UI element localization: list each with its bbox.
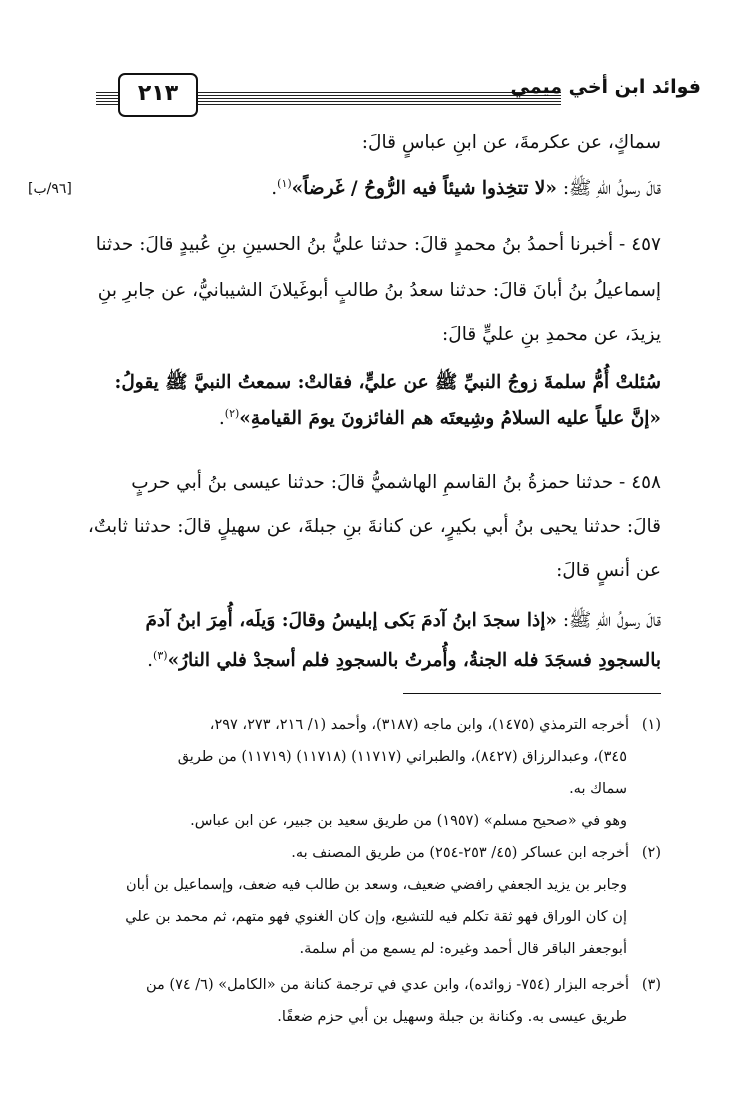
text-line: ٤٥٨ - حدثنا حمزةُ بنُ القاسمِ الهاشميُّ قالَ: حدثنا عيسى بنُ أبي حربٍ	[131, 472, 661, 493]
footnote-text: وهو في «صحيح مسلم» (١٩٥٧) من طريق سعيد بن جبير، عن ابن عباس.	[190, 813, 627, 829]
text-line: إسماعيلُ بنُ أبانَ قالَ: حدثنا سعدُ بنُ طالبٍ أبوغَيلانَ الشيبانيُّ، عن جابرِ بنِ	[97, 280, 661, 301]
footnote-text: سماك به.	[569, 781, 627, 797]
hadith-matn: «إذا سجدَ ابنُ آدمَ بَكى إبليسُ وقالَ: وَيلَه، أُمِرَ ابنُ آدمَ	[145, 610, 557, 631]
footnote-2	[291, 840, 661, 866]
hadith-matn: بالسجودِ فسجَدَ فله الجنةُ، وأُمرتُ بالسجودِ فلم أسجدْ فلي النارُ»	[167, 650, 661, 671]
text-line: عن أنسٍ قالَ:	[556, 560, 661, 581]
footnote-text: أخرجه ابن عساكر (٤٥/ ٢٥٣-٢٥٤) من طريق المصنف به.	[291, 845, 629, 861]
text-line: ٤٥٧ - أخبرنا أحمدُ بنُ محمدٍ قالَ: حدثنا عليُّ بنُ الحسينِ بنِ عُبيدٍ قالَ: حدثنا	[95, 234, 661, 255]
text-line: يزيدَ، عن محمدِ بنِ عليٍّ قالَ:	[442, 324, 661, 345]
footnote-text: أبوجعفر الباقر قال أحمد وغيره: لم يسمع من أم سلمة.	[299, 941, 627, 957]
hadith-line	[145, 606, 661, 636]
hadith-matn: «لا تتخِذوا شيئاً فيه الرُّوحُ / غَرضاً»	[291, 178, 557, 199]
running-header	[96, 70, 701, 120]
text-line: قالَ: حدثنا يحيى بنُ أبي بكيرٍ، عن كنانةَ بنِ جبلةَ، عن سهيلٍ قالَ: حدثنا ثابتٌ،	[87, 516, 661, 537]
footnote-text: ٣٤٥)، وعبدالرزاق (٨٤٢٧)، والطبراني (١١٧١٧) (١١٧١٨) (١١٧١٩) من طريق	[177, 749, 627, 765]
footnote-text: إن كان الوراق فهو ثقة تكلم فيه للتشيع، وإن كان الغنوي فهو متهم، ثم محمد بن علي	[125, 909, 627, 925]
footnote-number: (١)	[641, 717, 661, 733]
footnote-text: طريق عيسى به. وكنانة بن جبلة وسهيل بن أبي حزم ضعفًا.	[277, 1009, 627, 1025]
footnote-1	[210, 712, 661, 738]
book-title: فوائد ابن أخي ميمي	[510, 76, 701, 98]
footnote-separator	[403, 693, 661, 694]
hadith-line: قالَ رسولُ اللهِ ﷺ: «لا تتخِذوا شيئاً فيه الرُّوحُ / غَرضاً»$^{(١)}$.	[271, 176, 661, 199]
footnote-3	[146, 972, 661, 998]
footnote-ref: (٢)	[224, 406, 240, 420]
footnote-text: أخرجه الترمذي (١٤٧٥)، وابن ماجه (٣١٨٧)، وأحمد (١/ ٢١٦، ٢٧٣، ٢٩٧،	[209, 717, 629, 733]
hadith-intro: قالَ رسولُ اللهِ ﷺ:	[556, 178, 661, 199]
page-number: ٢١٣	[118, 73, 198, 117]
footnote-number: (٣)	[641, 977, 661, 993]
hadith-matn: «إنَّ علياً عليه السلامُ وشِيعتَه هم الفائزونَ يومَ القيامةِ»	[239, 408, 661, 429]
hadith-line: سُئلتْ أُمُّ سلمةَ زوجُ النبيِّ ﷺ عن عليٍّ، فقالتْ: سمعتُ النبيَّ ﷺ يقولُ:	[114, 372, 661, 393]
footnote-text: وجابر بن يزيد الجعفي رافضي ضعيف، وسعد بن طالب فيه ضعف، وإسماعيل بن أبان	[125, 877, 627, 893]
hadith-intro: قالَ رسولُ اللهِ ﷺ:	[556, 610, 661, 631]
manuscript-folio-note: [٩٦/ب]	[28, 181, 72, 197]
footnote-text: أخرجه البزار (٧٥٤- زوائده)، وابن عدي في ترجمة كنانة من «الكامل» (٦/ ٧٤) من	[145, 977, 629, 993]
hadith-line: «إنَّ علياً عليه السلامُ وشِيعتَه هم الفائزونَ يومَ القيامةِ»$^{(٢)}$.	[218, 406, 661, 429]
text-line: سماكٍ، عن عكرمةَ، عن ابنِ عباسٍ قالَ:	[361, 132, 661, 153]
footnote-ref: (٣)	[153, 648, 168, 662]
hadith-line: بالسجودِ فسجَدَ فله الجنةُ، وأُمرتُ بالسجودِ فلم أسجدْ فلي النارُ»$^{(٣)}$.	[147, 648, 661, 671]
footnote-number: (٢)	[641, 845, 661, 861]
footnote-ref: (١)	[277, 176, 292, 190]
